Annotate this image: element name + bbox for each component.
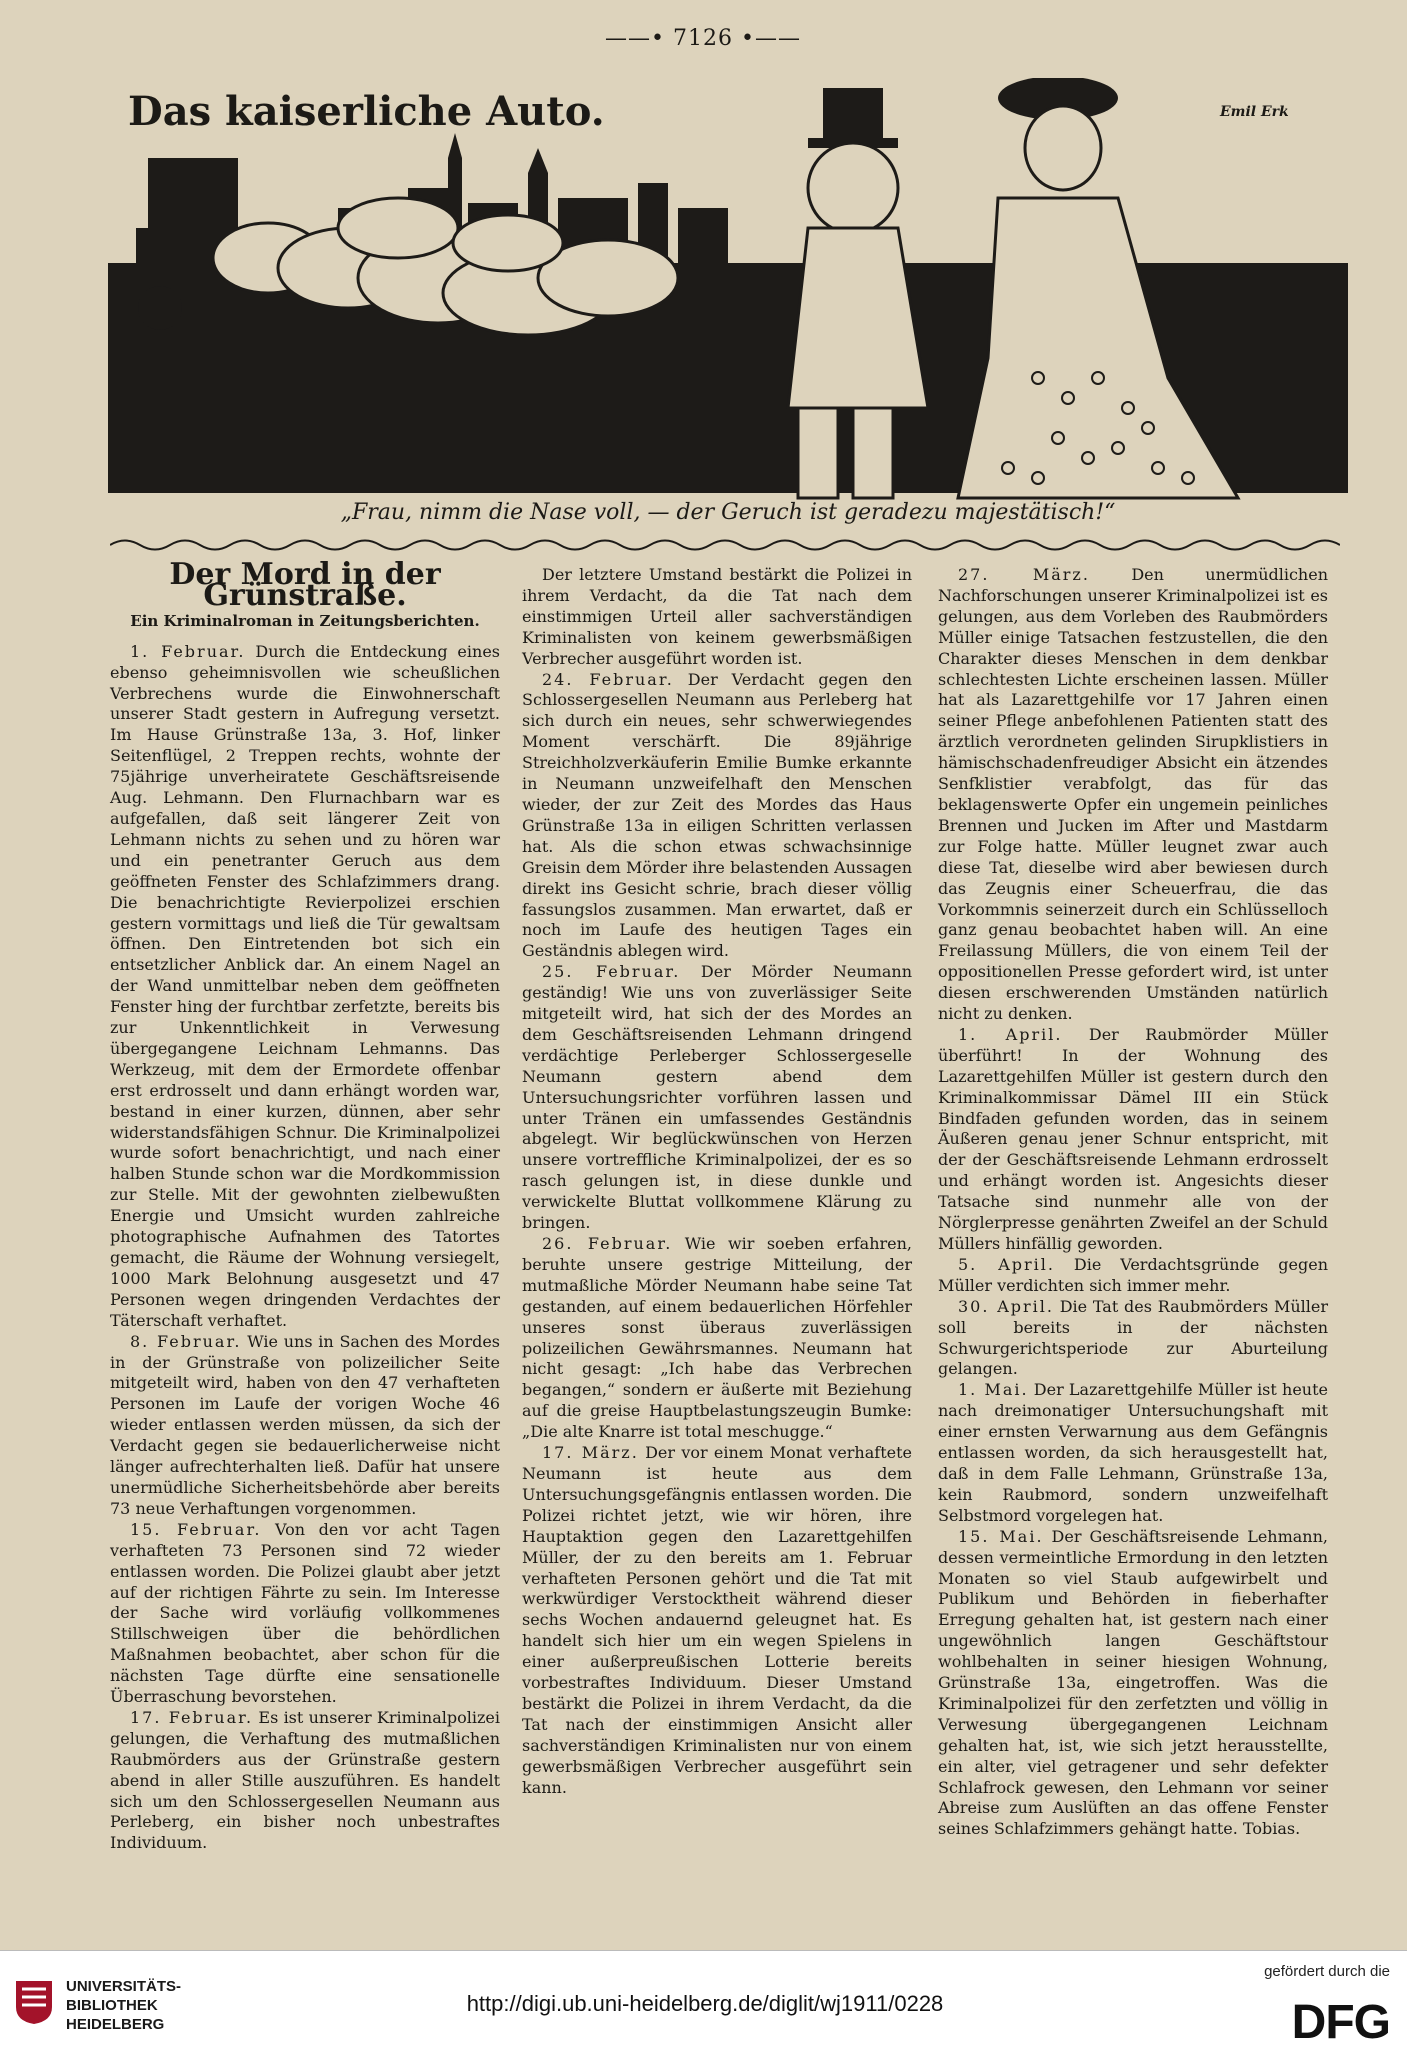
article-paragraph [522,565,912,670]
article-paragraph [938,1380,1328,1526]
artist-signature: Emil Erk [1220,104,1289,120]
entry-date: 15. Mai. [958,1526,1044,1546]
article-paragraph [938,1297,1328,1381]
sponsor-text: gefördert durch die [1264,1963,1390,1980]
dfg-logo: DFG [1291,1996,1390,2049]
entry-date: 15. Februar. [130,1519,262,1539]
entry-text: Von den vor acht Tagen verhafteten 73 Personen sind 72 wieder entlassen worden. Die Polizei glaubt aber jetzt auf der richtigen Fährte zu sein. Im Interesse der Sache wird vorläufig vollkommenes Stillschweigen über die behördlichen Maßnahmen beobachtet, aber schon für die nächsten Tage dürfte eine sensationelle Überraschung bevorstehen. [110,1519,500,1707]
university-seal-icon [14,1979,54,2025]
entry-date: 26. Februar. [542,1234,673,1253]
article-column-3 [938,565,1328,1840]
entry-date: 1. Februar. [130,641,246,661]
article-column-2 [522,565,912,1798]
article-paragraph [938,1527,1328,1841]
entry-text: Den unermüdlichen Nachforschungen unserer Kriminalpolizei ist es gelungen, aus dem Vorleben des Raubmörders Müller einige Tatsachen festzustellen, die den Charakter dieses Menschen in dem denkbar schlechtesten Lichte erscheinen lassen. Müller hat als Lazarettgehilfe vor 17 Jahren einen seiner Pflege anbefohlenen Patienten statt des ärztlich verordneten gelinden Sirupklistiers in hämischschadenfreudiger Absicht ein ätzendes Senfklistier verabfolgt, das für das beklagenswerte Opfer ein ungemein peinliches Brennen und Jucken im After und Mastdarm zur Folge hatte. Müller leugnet zwar auch diese Tat, dieselbe wird aber bewiesen durch das Zeugnis einer Scheuerfrau, die das Vorkommnis seinerzeit durch ein Schlüsselloch ganz genau beobachtet haben will. An eine Freilassung Müllers, die von einem Teil der oppositionellen Presse gefordert wird, ist unter diesen erschwerenden Umständen natürlich nicht zu denken. [938,565,1329,1024]
entry-text: Der vor einem Monat verhaftete Neumann ist heute aus dem Untersuchungsgefängnis entlassen worden. Die Polizei richtet jetzt, wie wir hören, ihre Hauptaktion gegen den Lazarettgehilfen Müller, der zu den bereits am 1. Februar verhafteten Personen gehört und die Tat mit werkwürdiger Verstocktheit während dieser sechs Wochen andauernd geleugnet hat. Es handelt sich hier um ein wegen Spielens in einer außerpreußischen Lotterie bereits vorbestraftes Individuum. Dieser Umstand bestärkt die Polizei in ihrem Verdacht, da die Tat nach der einstimmigen Ansicht aller sachverständigen Kriminalisten nur von einem gewerbsmäßigen Verbrecher ausgeführt sein kann. [522,1443,912,1797]
entry-text: Der Lazarettgehilfe Müller ist heute nach dreimonatiger Untersuchungshaft mit einer ernsten Verwarnung aus dem Gefängnis entlassen worden, da sich herausgestellt hat, daß in dem Falle Lehmann, Grünstraße 13a, kein Raubmord, sondern unzweifelhaft Selbstmord vorgelegen hat. [938,1380,1328,1525]
entry-date: 30. April. [958,1296,1054,1316]
entry-text: Der Mörder Neumann geständig! Wie uns von zuverlässiger Seite mitgeteilt wird, hat sich der des Mordes an dem Geschäftsreisenden Lehmann dringend verdächtige Perleberger Schlossergeselle Neumann gestern abend dem Untersuchungsrichter vorführen lassen und unter Tränen ein umfassendes Geständnis abgelegt. Wir beglückwünschen von Herzen unsere vortreffliche Kriminalpolizei, der es so rasch gelungen ist, in diese dunkle und verwickelte Bluttat vollkommene Klärung zu bringen. [522,962,913,1233]
article-paragraph [522,1443,912,1798]
entry-date: 5. April. [958,1254,1055,1274]
university-name: UNIVERSITÄTS- BIBLIOTHEK HEIDELBERG [66,1978,182,2033]
article-paragraph [110,642,500,1332]
wavy-divider [110,536,1340,554]
entry-date: 1. Mai. [958,1380,1029,1400]
entry-date: 25. Februar. [542,962,681,982]
entry-text: Die Tat des Raubmörders Müller soll bereits in der nächsten Schwurgerichtsperiode zur Aburteilung gelangen. [938,1296,1329,1379]
entry-date: 24. Februar. [542,669,674,689]
source-url-link[interactable]: http://digi.ub.uni-heidelberg.de/diglit/wj1911/0228 [466,1991,944,2016]
article-paragraph [522,670,912,963]
entry-date: 17. Februar. [130,1707,254,1727]
cartoon-caption: „Frau, nimm die Nase voll, — der Geruch ist geradezu majestätisch!“ [340,500,1116,525]
entry-text: Es ist unserer Kriminalpolizei gelungen, die Verhaftung des mutmaßlichen Raubmörders aus der Grünstraße gestern abend in aller Stille auszuführen. Es handelt sich um den Schlossergesellen Neumann aus Perleberg, ein bisher noch unbestraftes Individuum. [110,1707,501,1853]
entry-text: Wie wir soeben erfahren, beruhte unsere gestrige Mitteilung, der mutmaßliche Mörder Neumann habe seine Tat gestanden, auf einem bedauerlichen Hörfehler unseres sonst überaus zuverlässigen polizeilichen Gewährsmannes. Neumann hat nicht gesagt: „Ich habe das Verbrechen begangen,“ sondern er äußerte mit Beziehung auf die greise Hauptbelastungszeugin Bumke: „Die alte Knarre ist total meschugge.“ [522,1234,913,1442]
entry-text: Die Verdachtsgründe gegen Müller verdichten sich immer mehr. [938,1254,1328,1295]
page-number: ——• 7126 •—— [605,26,801,51]
entry-text: Wie uns in Sachen des Mordes in der Grünstraße von polizeilicher Seite mitgeteilt wird, haben von den 47 verhafteten Personen im Laufe der vorigen Woche 46 wieder entlassen werden müssen, da sich der Verdacht gegen sie bedauerlicherweise nicht länger aufrechterhalten ließ. Dafür hat unsere unermüdliche Sicherheitsbehörde aber bereits 73 neue Verhaftungen vorgenommen. [110,1331,501,1518]
article-paragraph [110,1332,500,1520]
article-paragraph [938,1025,1328,1255]
cartoon-title: Das kaiserliche Auto. [128,88,605,135]
entry-text: Durch die Entdeckung eines ebenso geheimnisvollen wie scheußlichen Verbrechens wurde die Einwohnerschaft unserer Stadt gestern in Aufregung versetzt. Im Hause Grünstraße 13a, 3. Hof, linker Seitenflügel, 2 Treppen rechts, wohnte der 75jährige unverheiratete Geschäftsreisende Aug. Lehmann. Den Flurnachbarn war es aufgefallen, daß seit längerer Zeit von Lehmann nichts zu sehen und zu hören war und ein penetranter Geruch aus dem geöffneten Fenster des Schlafzimmers drang. Die benachrichtigte Revierpolizei erschien gestern vormittags und ließ die Tür gewaltsam öffnen. Den Eintretenden bot sich ein entsetzlicher Anblick dar. An einem Nagel an der Wand unmittelbar neben dem geöffneten Fenster hing der furchtbar zerfetzte, bereits bis zur Unkenntlichkeit in Verwesung übergegangene Leichnam Lehmanns. Das Werkzeug, mit dem der Ermordete offenbar erst erdrosselt und dann erhängt worden war, bestand in einer kurzen, dünnen, aber sehr widerstandsfähigen Schnur. Die Kriminalpolizei wurde sofort benachrichtigt, und nach einer halben Stunde schon war die Mordkommission zur Stelle. Mit der gewohnten zielbewußten Energie und Umsicht wurden zahlreiche photographische Aufnahmen des Tatortes gemacht, die Räume der Wohnung versiegelt, 1000 Mark Belohnung ausgesetzt und 47 Personen wegen dringenden Verdachtes der Täterschaft verhaftet. [110,641,501,1330]
article-paragraph [938,565,1328,1025]
article-paragraph [522,1234,912,1443]
article-paragraph [110,1520,500,1708]
article-subtitle: Ein Kriminalroman in Zeitungsberichten. [130,611,480,630]
entry-date: 17. März. [542,1443,639,1463]
entry-date: 27. März. [958,565,1090,584]
entry-text: Der Verdacht gegen den Schlossergesellen Neumann aus Perleberg hat sich durch ein neues, sehr schwerwiegendes Moment verschärft. Die 89jährige Streichholzverkäuferin Emilie Bumke erkannte in Neumann unzweifelhaft den Menschen wieder, der zur Zeit des Mordes das Haus Grünstraße 13a in eiligen Schritten verlassen hat. Als die schon etwas schwachsinnige Greisin dem Mörder ihre belastenden Aussagen direkt ins Gesicht schrie, brach dieser völlig fassungslos zusammen. Man erwartet, daß er noch im Laufe des heutigen Tages ein Geständnis ablegen wird. [522,669,913,961]
cartoon-illustration [108,78,1348,506]
entry-text: Der letztere Umstand bestärkt die Polizei in ihrem Verdacht, da die Tat nach dem einstimmigen Urteil aller sachverständigen Kriminalisten von keinem gewerbsmäßigen Verbrecher ausgeführt worden ist. [522,565,912,668]
article-paragraph [110,1708,500,1854]
article-paragraph [938,1255,1328,1297]
footer-bar [0,1950,1407,2056]
entry-date: 8. Februar. [130,1331,242,1351]
article-column-1 [110,557,501,1854]
article-paragraph [522,962,912,1234]
entry-text: Der Raubmörder Müller überführt! In der Wohnung des Lazarettgehilfen Müller ist gestern durch den Kriminalkommissar Dämel III ein Stück Bindfaden gefunden worden, das in seinem Äußeren genau jener Schnur entspricht, mit der der Geschäftsreisende Lehmann erdrosselt und erhängt worden ist. Angesichts dieser Tatsache sind nunmehr alle von der Nörglerpresse genährten Zweifel an der Schuld Müllers hinfällig geworden. [938,1024,1328,1253]
entry-text: Der Geschäftsreisende Lehmann, dessen vermeintliche Ermordung in den letzten Monaten so viel Staub aufgewirbelt und Publikum und Behörden in fieberhafter Erregung gehalten hat, ist gestern nach einer ungewöhnlich langen Geschäftstour wohlbehalten in seiner hiesigen Wohnung, Grünstraße 13a, eingetroffen. Was die Kriminalpolizei für den zerfetzten und völlig in Verwesung übergegangenen Leichnam gehalten hat, ist, wie sich jetzt herausstellte, ein alter, viel getragener und sehr defekter Schlafrock gewesen, den Lehmann vor seiner Abreise zum Auslüften an das offene Fenster seines Schlafzimmers gehängt hatte. Tobias. [938,1526,1328,1839]
article-title: Der Mord in der Grünstraße. [169,557,441,613]
entry-date: 1. April. [958,1024,1063,1044]
